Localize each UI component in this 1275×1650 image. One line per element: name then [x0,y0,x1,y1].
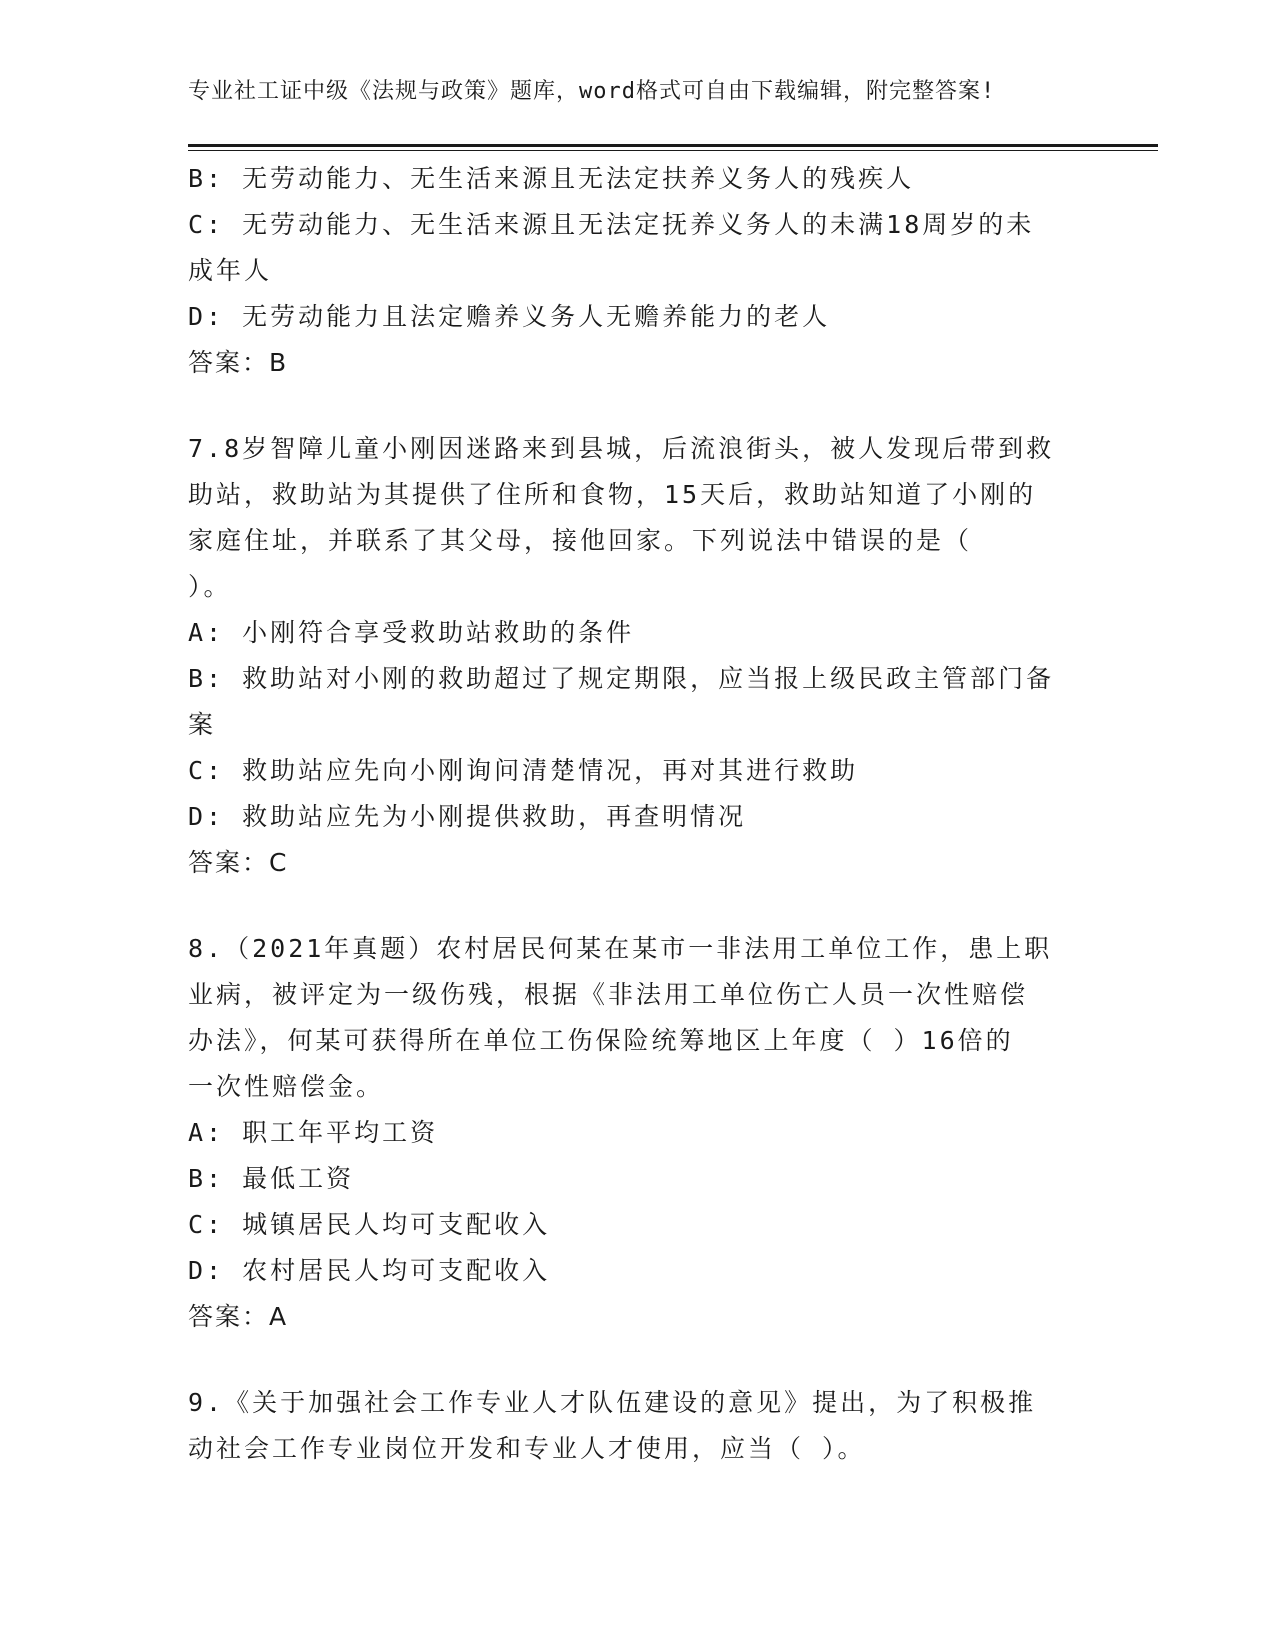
question-text-line: 一次性赔偿金。 [188,1072,385,1101]
question-text-line: 业病，被评定为一级伤残，根据《非法用工单位伤亡人员一次性赔偿 [188,980,1029,1009]
question-block [188,926,1088,1340]
option-line: 案 [188,710,217,739]
header-rule-thin [188,150,1158,151]
answer-line: 答案：C [188,848,289,877]
option-line: D: 救助站应先为小刚提供救助，再查明情况 [188,802,747,831]
question-block [188,156,1088,386]
question-text-line: 助站，救助站为其提供了住所和食物，15天后，救助站知道了小刚的 [188,480,1037,509]
answer-line: 答案：B [188,348,289,377]
option-line: B: 救助站对小刚的救助超过了规定期限，应当报上级民政主管部门备 [188,664,1055,693]
text-line: C: 无劳动能力、无生活来源且无法定抚养义务人的未满18周岁的未 [188,210,1035,239]
option-line: C: 城镇居民人均可支配收入 [188,1210,551,1239]
text-line: D: 无劳动能力且法定赡养义务人无赡养能力的老人 [188,302,831,331]
question-text-line: ）。 [188,572,232,601]
question-block [188,1380,1088,1472]
option-line: C: 救助站应先向小刚询问清楚情况，再对其进行救助 [188,756,859,785]
option-line: B: 最低工资 [188,1164,355,1193]
block-gap [188,886,1088,926]
answer-line: 答案：A [188,1302,289,1331]
question-text-line: 9.《关于加强社会工作专业人才队伍建设的意见》提出，为了积极推 [188,1388,1037,1417]
text-line: 成年人 [188,256,273,285]
option-line: D: 农村居民人均可支配收入 [188,1256,551,1285]
question-text-line: 8.（2021年真题）农村居民何某在某市一非法用工单位工作，患上职 [188,934,1053,963]
question-block [188,426,1088,886]
page-header: 专业社工证中级《法规与政策》题库，word格式可自由下载编辑，附完整答案! [188,79,996,104]
block-gap [188,386,1088,426]
question-text-line: 7.8岁智障儿童小刚因迷路来到县城，后流浪街头，被人发现后带到救 [188,434,1055,463]
option-line: A: 小刚符合享受救助站救助的条件 [188,618,635,647]
text-line: B: 无劳动能力、无生活来源且无法定扶养义务人的残疾人 [188,164,915,193]
option-line: A: 职工年平均工资 [188,1118,439,1147]
block-gap [188,1340,1088,1380]
question-text-line: 家庭住址，并联系了其父母，接他回家。下列说法中错误的是（ [188,526,973,555]
header-rule-thick [188,144,1158,147]
question-content [188,156,1088,1472]
question-text-line: 办法》，何某可获得所在单位工伤保险统筹地区上年度（ ）16倍的 [188,1026,1014,1055]
question-text-line: 动社会工作专业岗位开发和专业人才使用，应当（ ）。 [188,1434,866,1463]
